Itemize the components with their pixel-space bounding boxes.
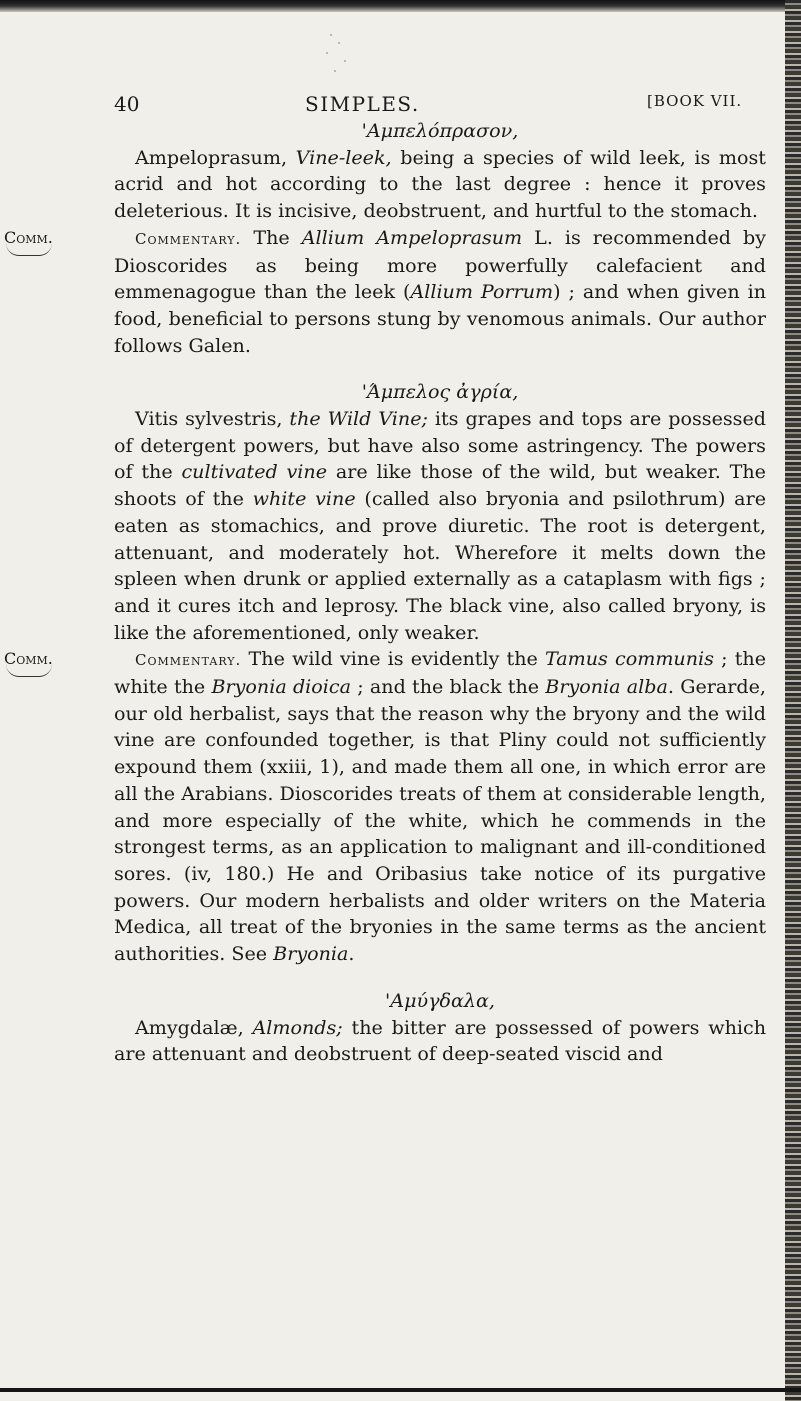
margin-comm-label: Comm. <box>4 649 53 669</box>
commentary-vitis <box>4 646 766 967</box>
commentary-heading: Commentary. <box>135 651 242 670</box>
greek-heading: 'Αμύγδαλα, <box>385 988 495 1012</box>
spacer <box>114 359 766 379</box>
english-name: Almonds; <box>252 1015 343 1039</box>
english-name: Vine-leek, <box>295 145 392 169</box>
paper-specks <box>300 30 360 90</box>
entry-amygdalae <box>114 1015 766 1068</box>
commentary-heading: Commentary. <box>135 229 242 248</box>
margin-brace <box>6 243 52 256</box>
speck <box>334 70 336 72</box>
commentary-text: The wild vine is evidently the Tamus communis ; the white the Bryonia dioica ; and the black the Bryonia alba. Gerarde, our old herbalist, says that the reason why the bryony and the wild vine are confounded together, is that Pliny could not sufficiently expound them (xxiii, 1), and made them all one, in which error are all the Arabians. Dioscorides treats of them at considerable length, and more especially of the white, which he commends in the strongest terms, as an application to malignant and ill-conditioned sores. (iv, 180.) He and Oribasius take notice of its purgative powers. Our modern herbalists and older writers on the Materia Medica, all treat of the bryonies in the same terms as the ancient authorities. See Bryonia. <box>114 647 766 966</box>
body-text <box>4 118 766 1068</box>
scan-bottom-line <box>0 1388 801 1392</box>
book-marker: [BOOK VII. <box>647 92 743 110</box>
latin-name: Amygdalæ, <box>135 1015 244 1039</box>
speck <box>338 42 340 44</box>
commentary-ampeloprasum <box>4 225 766 360</box>
commentary-text: The Allium Ampeloprasum L. is recommended by Dioscorides as being more powerfully calefacient and emmenagogue than the leek (Allium Porrum) ; and when given in food, beneficial to persons stung by venomous animals. Our author follows Galen. <box>114 225 766 357</box>
entry-ampeloprasum <box>114 145 766 225</box>
latin-name: Ampeloprasum, <box>135 145 288 169</box>
latin-name: Vitis sylvestris, <box>135 407 283 431</box>
entry-text: being a species of wild leek, is most acrid and hot according to the last degree : hence it proves deleterious. It is incisive, deobstruent, and hurtful to the stomach. <box>114 145 766 223</box>
greek-heading: 'Αμπελόπρασον, <box>361 119 519 142</box>
entry-vitis-sylvestris <box>114 406 766 646</box>
entry-text: the bitter are possessed of powers which are attenuant and deobstruent of deep-seated viscid and <box>114 1015 766 1066</box>
entry-text: its grapes and tops are possessed of detergent powers, but have also some astringency. The powers of the cultivated vine are like those of the wild, but weaker. The shoots of the white vine (called also bryonia and psilothrum) are eaten as stomachics, and prove diuretic. The root is detergent, attenuant, and moderately hot. Wherefore it melts down the spleen when drunk or applied externally as a cataplasm with figs ; and it cures itch and leprosy. The black vine, also called bryony, is like the aforementioned, only weaker. <box>114 407 766 644</box>
running-title: SIMPLES. <box>305 92 420 116</box>
speck <box>326 52 328 54</box>
speck <box>330 34 332 36</box>
page-number: 40 <box>114 92 140 116</box>
english-name: the Wild Vine; <box>289 407 428 431</box>
margin-comm-label: Comm. <box>4 227 53 247</box>
greek-heading: 'Άμπελος ἀγρία, <box>361 380 519 404</box>
margin-brace <box>6 664 52 677</box>
scan-book-edge <box>785 0 801 1401</box>
scan-top-edge <box>0 0 801 12</box>
spacer <box>114 968 766 988</box>
speck <box>344 60 346 62</box>
